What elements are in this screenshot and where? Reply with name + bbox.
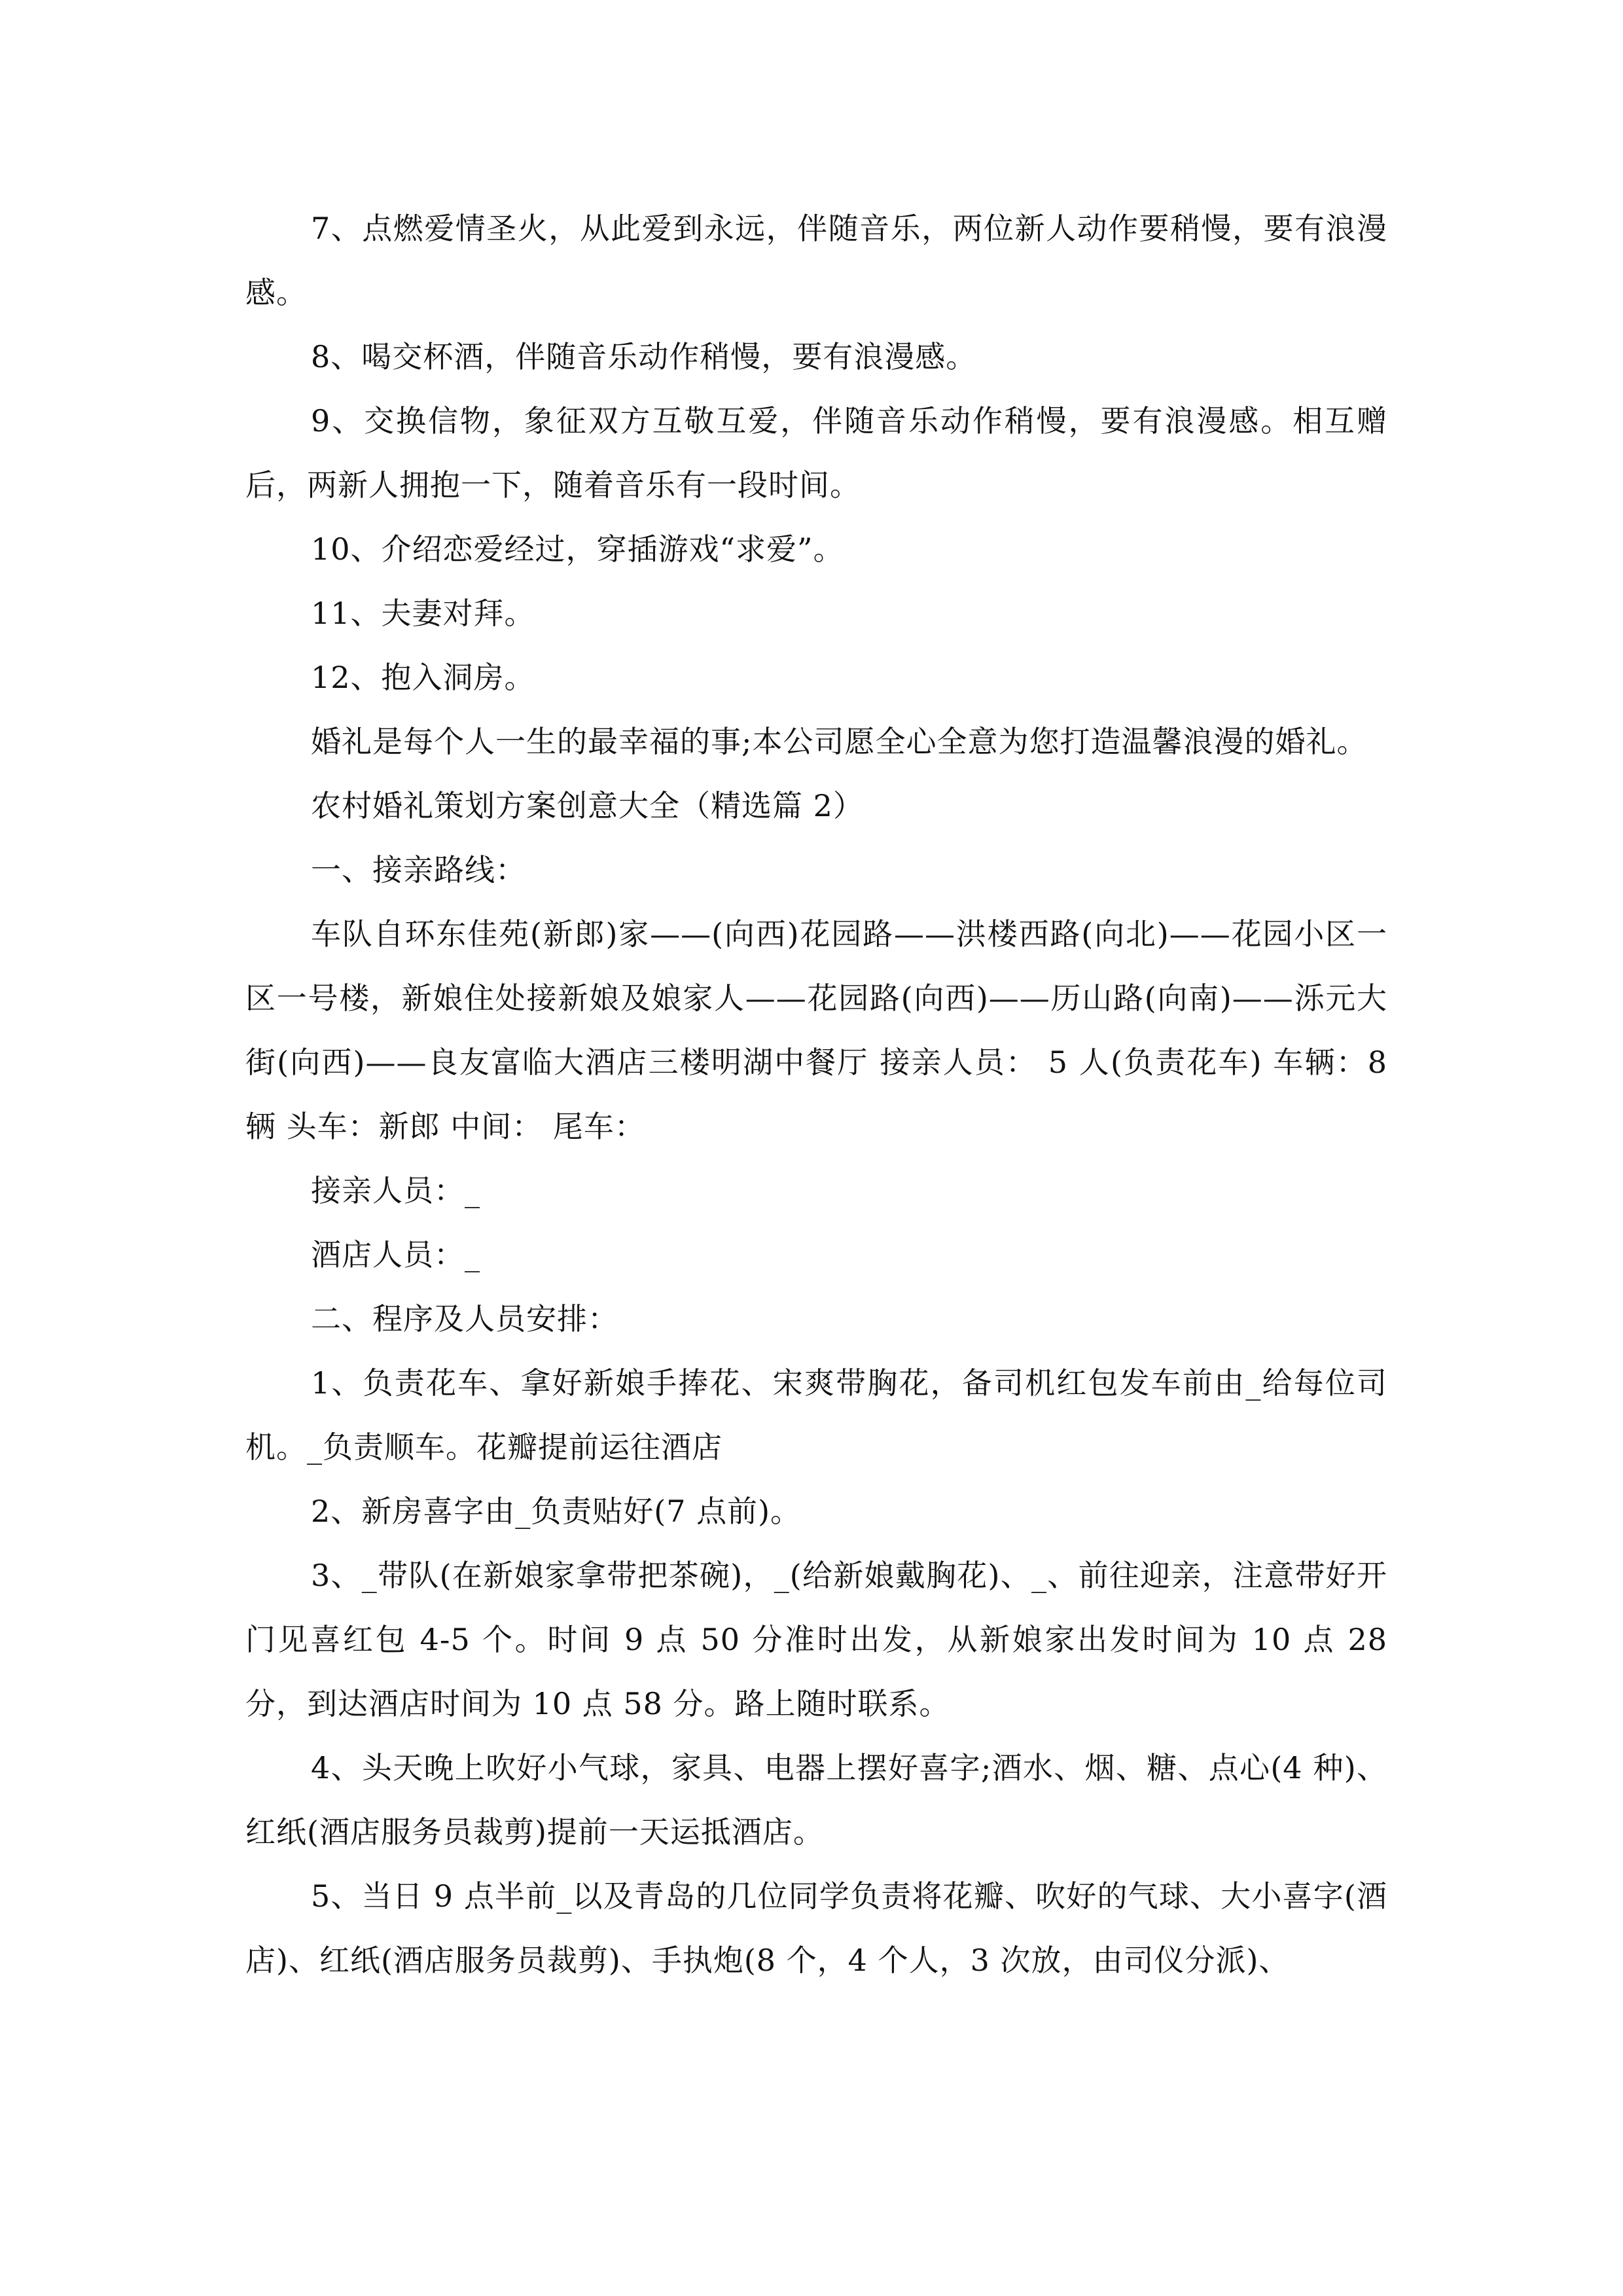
paragraph-item-12: 12、抱入洞房。 xyxy=(311,660,535,695)
paragraph-hotel-staff: 酒店人员：_ xyxy=(311,1237,480,1272)
heading-procedure: 二、程序及人员安排： xyxy=(311,1301,618,1336)
paragraph-item-8: 8、喝交杯酒，伴随音乐动作稍慢，要有浪漫感。 xyxy=(311,339,977,374)
paragraph-route-detail: 车队自环东佳苑(新郎)家——(向西)花园路——洪楼西路(向北)——花园小区一区一号楼，新娘住处接新娘及娘家人——花园路(向西)——历山路(向南)——泺元大街(向西)——良友富临大酒店三楼明湖中餐厅 接亲人员： 5 人(负责花车) 车辆：8 辆 头车：新郎 中间： 尾车： xyxy=(245,916,1387,1144)
paragraph-step-2: 2、新房喜字由_负责贴好(7 点前)。 xyxy=(311,1494,802,1529)
document-body xyxy=(245,196,1387,1992)
paragraph-item-9: 9、交换信物，象征双方互敬互爱，伴随音乐动作稍慢，要有浪漫感。相互赠后，两新人拥抱一下，随着音乐有一段时间。 xyxy=(245,403,1387,503)
paragraph-step-3: 3、_带队(在新娘家拿带把茶碗)，_(给新娘戴胸花)、_、前往迎亲，注意带好开门见喜红包 4-5 个。时间 9 点 50 分准时出发，从新娘家出发时间为 10 点 28 分，到达酒店时间为 10 点 58 分。路上随时联系。 xyxy=(245,1558,1387,1721)
paragraph-item-11: 11、夫妻对拜。 xyxy=(311,596,535,631)
paragraph-step-1: 1、负责花车、拿好新娘手捧花、宋爽带胸花，备司机红包发车前由_给每位司机。_负责顺车。花瓣提前运往酒店 xyxy=(245,1365,1387,1465)
section-title: 农村婚礼策划方案创意大全（精选篇 2） xyxy=(311,788,864,823)
paragraph-pickup-staff: 接亲人员：_ xyxy=(311,1173,480,1208)
paragraph-item-7: 7、点燃爱情圣火，从此爱到永远，伴随音乐，两位新人动作要稍慢，要有浪漫感。 xyxy=(245,211,1387,310)
paragraph-closing: 婚礼是每个人一生的最幸福的事;本公司愿全心全意为您打造温馨浪漫的婚礼。 xyxy=(311,724,1368,759)
paragraph-step-4: 4、头天晚上吹好小气球，家具、电器上摆好喜字;酒水、烟、糖、点心(4 种)、红纸(酒店服务员裁剪)提前一天运抵酒店。 xyxy=(245,1750,1387,1850)
paragraph-item-10: 10、介绍恋爱经过，穿插游戏“求爱”。 xyxy=(311,531,844,567)
paragraph-step-5: 5、当日 9 点半前_以及青岛的几位同学负责将花瓣、吹好的气球、大小喜字(酒店)、红纸(酒店服务员裁剪)、手执炮(8 个，4 个人，3 次放，由司仪分派)、 xyxy=(245,1878,1387,1978)
heading-route: 一、接亲路线： xyxy=(311,852,526,888)
